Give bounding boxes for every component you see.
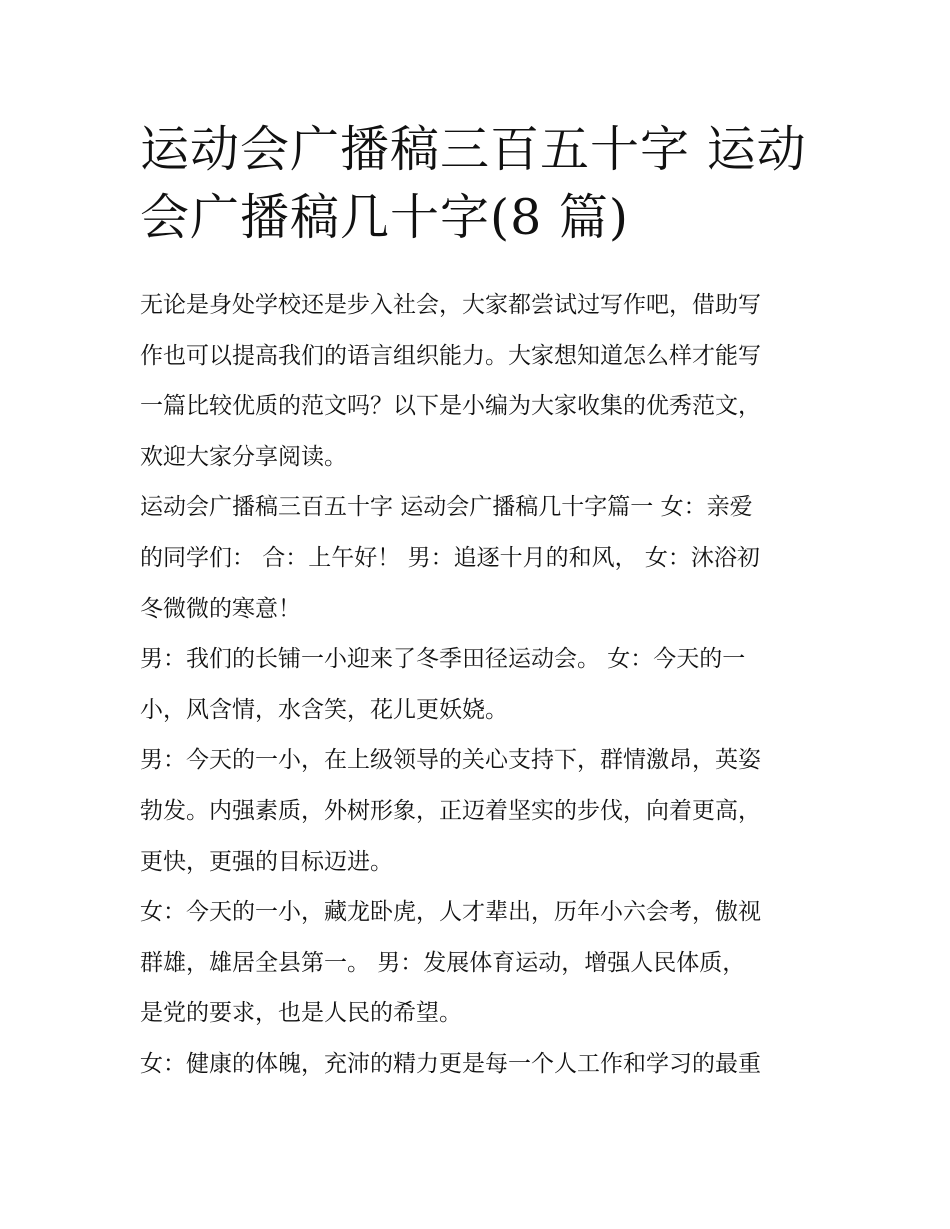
text-line: 女：健康的体魄，充沛的精力更是每一个人工作和学习的最重	[140, 1050, 761, 1077]
text-line: 勃发。内强素质，外树形象，正迈着坚实的步伐，向着更高，	[140, 797, 761, 824]
text-line: 一篇比较优质的范文吗？以下是小编为大家收集的优秀范文，	[140, 393, 761, 420]
paragraph-dialogue	[140, 1039, 820, 1090]
text-line: 运动会广播稿三百五十字 运动会广播稿几十字篇一 女：亲爱	[140, 494, 753, 521]
text-line: 的同学们： 合：上午好！ 男：追逐十月的和风， 女：沐浴初	[140, 544, 760, 571]
text-line: 无论是身处学校还是步入社会，大家都尝试过写作吧，借助写	[140, 292, 761, 318]
paragraph-dialogue	[140, 735, 820, 887]
paragraph-section-one	[140, 482, 820, 634]
text-line: 女：今天的一小，藏龙卧虎，人才辈出，历年小六会考，傲视	[140, 899, 761, 926]
text-line: 小，风含情，水含笑，花儿更妖娆。	[140, 696, 508, 723]
paragraph-dialogue	[140, 634, 820, 735]
text-line: 欢迎大家分享阅读。	[140, 443, 347, 470]
title-line: 运动会广播稿三百五十字 运动	[140, 121, 807, 178]
paragraph-dialogue	[140, 887, 820, 1039]
document-body	[140, 280, 820, 1090]
text-line: 冬微微的寒意！	[140, 595, 301, 622]
text-line: 作也可以提高我们的语言组织能力。大家想知道怎么样才能写	[140, 342, 761, 369]
paragraph-intro	[140, 280, 820, 482]
title-line: 会广播稿几十字(8 篇)	[140, 189, 629, 246]
text-line: 男：我们的长铺一小迎来了冬季田径运动会。 女：今天的一	[140, 646, 746, 673]
text-line: 是党的要求，也是人民的希望。	[140, 1000, 462, 1027]
document-title	[140, 116, 820, 252]
text-line: 群雄，雄居全县第一。 男：发展体育运动，增强人民体质，	[140, 949, 746, 976]
text-line: 更快，更强的目标迈进。	[140, 848, 393, 875]
text-line: 男：今天的一小，在上级领导的关心支持下，群情激昂，英姿	[140, 747, 761, 774]
